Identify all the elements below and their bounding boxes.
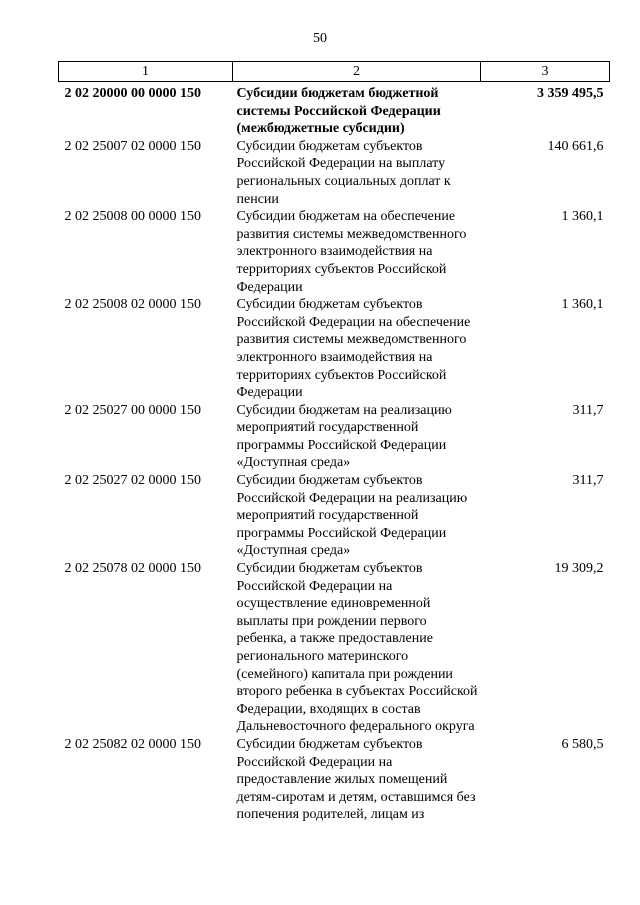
subsidy-name: Субсидии бюджетам бюджетной системы Российской Федерации (межбюджетные субсидии) xyxy=(236,86,441,137)
subsidy-name: Субсидии бюджетам на обеспечение развития системы межведомственного электронного взаимодействия на территориях субъектов Российской Федерации xyxy=(236,209,467,295)
budget-table xyxy=(58,61,610,824)
table-row xyxy=(59,472,610,560)
table-row xyxy=(59,560,610,736)
subsidy-name: Субсидии бюджетам субъектов Российской Федерации на реализацию мероприятий государственной программы Российской Федерации «Доступная среда» xyxy=(236,473,468,559)
budget-code: 2 02 25007 02 0000 150 xyxy=(64,138,201,154)
table-header-row xyxy=(59,62,610,82)
amount-value: 140 661,6 xyxy=(547,138,604,154)
column-header-1: 1 xyxy=(59,62,233,82)
amount-value: 1 360,1 xyxy=(561,297,604,313)
budget-code: 2 02 25008 00 0000 150 xyxy=(64,209,201,225)
budget-code: 2 02 20000 00 0000 150 xyxy=(64,86,201,101)
table-body xyxy=(59,82,610,824)
amount-value: 3 359 495,5 xyxy=(537,86,604,101)
amount-value: 1 360,1 xyxy=(561,209,604,225)
subsidy-name: Субсидии бюджетам субъектов Российской Федерации на осуществление единовременной выплаты при рождении первого ребенка, а также предоставление регионального материнского (семейного) капитала при рождении второго ребенка в субъектах Российской Федерации, входящих в состав Дальневосточного федерального округа xyxy=(236,561,478,735)
column-header-3: 3 xyxy=(481,62,610,82)
amount-value: 6 580,5 xyxy=(561,736,604,752)
table-row xyxy=(59,82,610,138)
subsidy-name: Субсидии бюджетам субъектов Российской Федерации на обеспечение развития системы межведомственного электронного взаимодействия на территориях субъектов Российской Федерации xyxy=(236,297,471,401)
amount-value: 19 309,2 xyxy=(554,561,604,577)
table-row xyxy=(59,402,610,472)
subsidy-name: Субсидии бюджетам субъектов Российской Федерации на выплату региональных социальных доплат к пенсии xyxy=(236,138,451,207)
table-row xyxy=(59,208,610,296)
budget-code: 2 02 25027 02 0000 150 xyxy=(64,473,201,489)
column-header-2: 2 xyxy=(233,62,481,82)
budget-code: 2 02 25008 02 0000 150 xyxy=(64,297,201,313)
subsidy-name: Субсидии бюджетам субъектов Российской Федерации на предоставление жилых помещений детям-сиротам и детям, оставшимся без попечения родителей, лицам из xyxy=(236,736,476,823)
table-row xyxy=(59,736,610,824)
table-row xyxy=(59,138,610,208)
budget-code: 2 02 25027 00 0000 150 xyxy=(64,402,201,418)
subsidy-name: Субсидии бюджетам на реализацию мероприятий государственной программы Российской Федерации «Доступная среда» xyxy=(236,402,452,471)
amount-value: 311,7 xyxy=(572,473,604,489)
budget-code: 2 02 25078 02 0000 150 xyxy=(64,561,201,577)
page-number: 50 xyxy=(313,31,327,46)
amount-value: 311,7 xyxy=(572,402,604,418)
budget-code: 2 02 25082 02 0000 150 xyxy=(64,736,201,752)
table-row xyxy=(59,296,610,402)
